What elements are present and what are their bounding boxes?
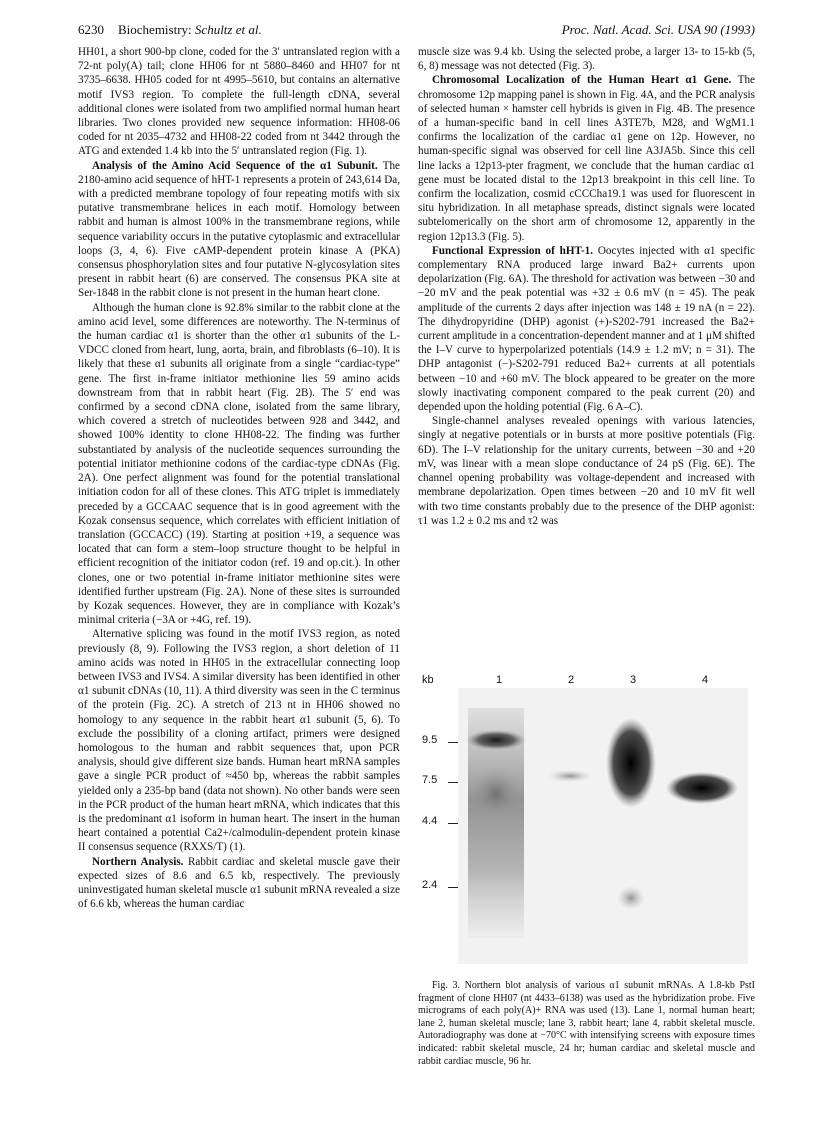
lane-1-smear-center [468,765,524,821]
kb-tick [448,887,458,888]
paragraph: Although the human clone is 92.8% similar to the rabbit clone at the amino acid level, some differences are noteworthy. The N-terminus of the human cardiac α1 is shorter than the other α1 subunits of the L-VDCC cloned from heart, lung, aorta, brain, and fibroblasts (6–10). It is likely that these α1 subunits all originate from a single “cardiac-type” gene. The first in-frame initiator methionine lies 59 amino acids downstream from that in rabbit heart (Fig. 2B). The 5′ end was confirmed by a second cDNA clone, isolated from the same library, which covered a stretch of nucleotides between 928 and 3442, and showed 100% identity to clone HH08-22. The finding was further substantiated by analysis of the nucleotide sequences surrounding the potential initiator methionine codons of the cardiac-type cDNAs (Fig. 2A). One perfect alignment was found for the potential translational initiation codon for all of these clones. This ATG triplet is immediately preceded by a GCCAAC sequence that is in good agreement with the Kozak consensus sequence, which correlates with efficient initiation of translation (GCCACC) (19). Starting at position +19, a sequence was located that can form a stem–loop structure thought to be helpful in efficient recognition of the initiator codon (ref. 19 and op.cit.). In other clones, one or two potential in-frame initiator methionine sites were identified further upstream (Fig. 2A). None of these sites is surrounded by Kozak sequences. However, they are in compliance with Kozak’s minimal criteria (−3A or +4G, ref. 19). [78,301,400,627]
section-heading: Functional Expression of hHT-1. [432,244,594,257]
section-heading: Northern Analysis. [92,855,184,868]
figure-caption [418,980,755,1068]
running-authors: Schultz et al. [194,22,262,37]
paragraph-text: The 2180-amino acid sequence of hHT-1 represents a protein of 243,614 Da, with a predicted membrane topology of four repeating motifs with six putative transmembrane helices in each motif. Homology between rabbit and human is almost 100% in the transmembrane regions, while sequence variability occurs in the putative cytoplasmic and extracellular loops (3, 4, 6). Five cAMP-dependent protein kinase A (PKA) consensus phosphorylation sites and four putative N-glycosylation sites present in rabbit heart (6) are conserved. The consensus PKA site at Ser-1848 in the rabbit clone is not present in the human heart clone. [78,159,400,300]
blot-image [458,668,748,964]
journal-section: Biochemistry: [118,22,192,37]
kb-marker: 2.4 [422,879,438,891]
paragraph: Alternative splicing was found in the motif IVS3 region, as noted previously (8, 9). Following the IVS3 region, a short deletion of 11 amino acids was noted in HH05 in the extracellular connecting loop between IVS3 and IVS4. A similar diversity has been identified in other α1 subunit cDNAs (10, 11). A third diversity was seen in the C terminus of the protein (Fig. 2C). A stretch of 213 nt in HH06 showed no homology to any sequence in the rabbit heart α1 subunit (5, 6). To exclude the possibility of a cloning artifact, primers were designed homologous to the human and rabbit sequences that, upon PCR analysis, should give different size bands. Human heart mRNA samples gave a single PCR product of ≈450 bp, whereas the rabbit samples yielded only a 235-bp band (data not shown). No other bands were seen in the PCR product of the human heart mRNA, which indicates that this is the predominant α1 isoform in human heart. The insert in the human heart contained a potential Ca2+/calmodulin-dependent protein kinase II consensus sequence (RXXS/T) (1). [78,628,400,854]
blot-autoradiograph [458,668,748,964]
paragraph-text: Oocytes injected with α1 specific complementary RNA produced large inward Ba2+ currents upon depolarization (Fig. 6A). The threshold for activation was between −30 and −20 mV and the peak potential was +32 ± 0.6 mV (n = 45). The peak amplitude of the currents 2 days after injection was 148 ± 19 nA (n = 22). The dihydropyridine (DHP) agonist (+)-S202-791 increased the Ba2+ current amplitude in a concentration-dependent manner and at 1 μM shifted the I–V curve to hyperpolarized potentials (14.9 ± 1.2 mV; n = 31). The DHP antagonist (−)-S202-791 reduced Ba2+ currents at all potentials between −10 and +60 mV. The block appeared to be greater on the more slowly inactivating component compared to the peak current (20) and depended upon the holding potential (Fig. 6 A–C). [418,244,755,414]
running-head [118,22,262,38]
page-number: 6230 [78,22,104,37]
lane-3-band [606,718,656,808]
kb-tick [448,823,458,824]
page-header [78,22,755,40]
paragraph [78,855,400,912]
kb-tick [448,782,458,783]
paragraph: HH01, a short 900-bp clone, coded for the 3′ untranslated region with a 72-nt poly(A) tail; clone HH06 for nt 5880–8460 and HH07 for nt 3735–6638. HH05 coded for nt 4995–5610, but contains an alternative motif IVS3 region. To complete the full-length cDNA, several additional clones were isolated from two amplified normal human heart libraries. Two clones provided new sequence information: HH08-06 coded for nt 2035–4732 and HH08-22 coded from nt 3442 through the ATG and extended 1.4 kb into the 5′ untranslated region (Fig. 1). [78,46,400,158]
kb-axis-heading: kb [422,674,434,686]
paragraph: muscle size was 9.4 kb. Using the selected probe, a larger 13- to 15-kb (5, 6, 8) message was not detected (Fig. 3). [418,46,755,73]
lane-2-band [548,770,592,782]
lane-label: 1 [496,674,503,686]
paragraph [418,73,755,243]
left-column [78,45,400,911]
kb-marker: 7.5 [422,774,438,786]
journal-citation: Proc. Natl. Acad. Sci. USA 90 (1993) [561,22,755,37]
paragraph [78,159,400,301]
lane-1-band [466,730,526,750]
section-heading: Analysis of the Amino Acid Sequence of the α1 Subunit. [92,159,378,172]
lane-3-lower-signal [617,886,645,910]
caption-paragraph [418,980,755,1068]
lane-label: 4 [702,674,709,686]
caption-text: Northern blot analysis of various α1 subunit mRNAs. A 1.8-kb PstI fragment of clone HH07 (nt 4433–6138) was used as the hybridization probe. Five micrograms of each poly(A)+ RNA was used (13). Lane 1, normal human heart; lane 2, human skeletal muscle; lane 3, rabbit heart; lane 4, rabbit skeletal muscle. Autoradiography was done at −70°C with intensifying screens with exposure times indicated: rabbit skeletal muscle, 24 hr; human cardiac and skeletal muscle and rabbit cardiac muscle, 96 hr. [418,980,756,1067]
caption-label: Fig. 3. [432,980,460,991]
kb-marker: 4.4 [422,815,438,827]
kb-tick [448,742,458,743]
paragraph-text: Rabbit cardiac and skeletal muscle gave their expected sizes of 8.6 and 6.5 kb, respectively. The previously uninvestigated human skeletal muscle α1 subunit mRNA revealed a size of 6.6 kb, whereas the human cardiac [78,855,400,911]
lane-label: 2 [568,674,575,686]
kb-marker: 9.5 [422,734,438,746]
lane-label: 3 [630,674,637,686]
right-column [418,45,755,528]
lane-4-band [666,772,738,804]
section-heading: Chromosomal Localization of the Human Heart α1 Gene. [432,74,732,87]
paragraph [418,244,755,414]
northern-blot-figure [418,668,755,964]
paragraph-text: The chromosome 12p mapping panel is shown in Fig. 4A, and the PCR analysis of selected human × hamster cell hybrids is given in Fig. 4B. The presence of a human-specific band in cell lines A3TE7b, M28, and WgM1.1 confirms the localization of the cardiac α1 gene on 12p. However, no human-specific signal was observed for cell line A3JA5b. Since this cell line lacks a 12p13-pter fragment, we conclude that the human cardiac α1 gene must be located distal to the 12p13 breakpoint in this cell line. To confirm the localization, cosmid cCCCha19.1 was used for fluorescent in situ hybridization. In all metaphase spreads, distinct signals were located subtelomerically on the short arm of chromosome 12, apparently in the region 12p13.3 (Fig. 5). [418,74,755,243]
paragraph: Single-channel analyses revealed openings with various latencies, singly at negative potentials or in bursts at more positive potentials (Fig. 6D). The I–V relationship for the unitary currents, between −30 and +20 mV, was linear with a mean slope conductance of 24 pS (Fig. 6E). The channel opening probability was voltage-dependent and increased with membrane depolarization. Open times between −20 and 10 mV fit well with two time constants probably due to the presence of the DHP agonist: τ1 was 1.2 ± 0.2 ms and τ2 was [418,415,755,527]
